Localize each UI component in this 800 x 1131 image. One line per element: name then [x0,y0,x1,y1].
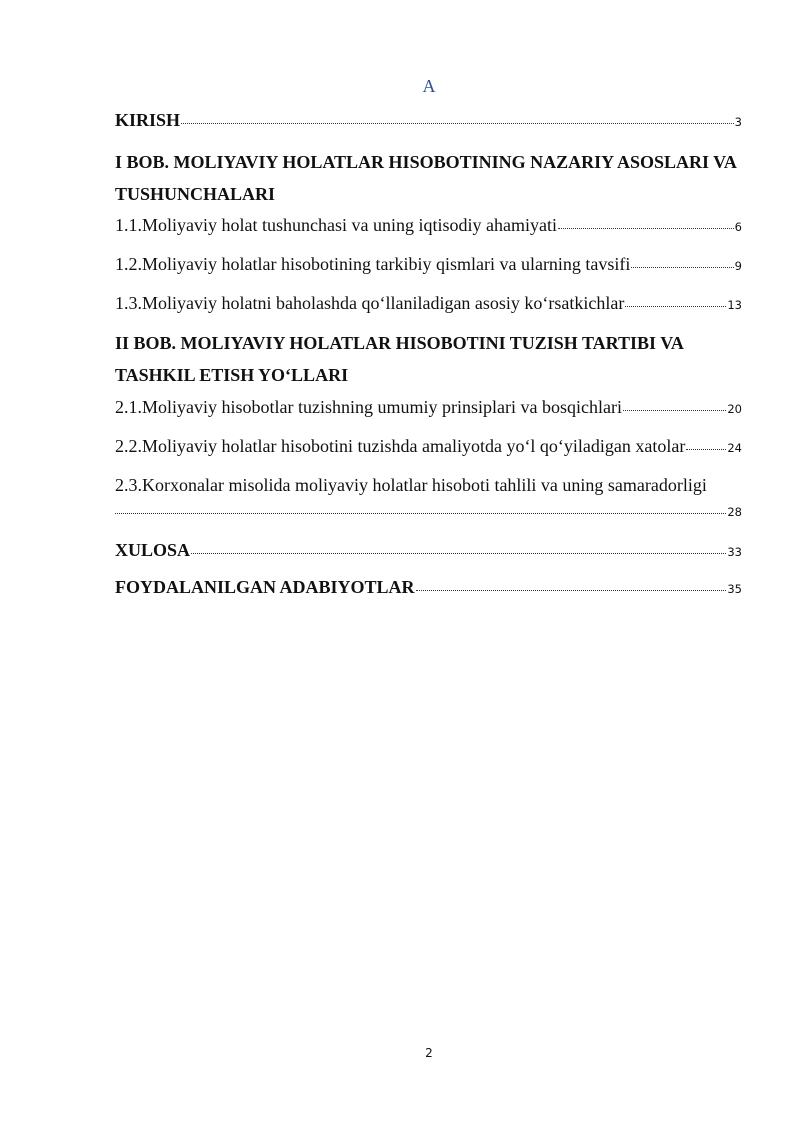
dot-leader [631,255,733,268]
toc-entry-kirish[interactable] [115,110,742,131]
dot-leader [191,541,726,554]
toc-entry-1-1[interactable] [115,215,742,236]
dot-leader [625,294,726,307]
toc-page-number: 6 [734,220,742,234]
toc-entry-label: XULOSA [115,540,191,560]
toc-entry-label: 1.1.Moliyaviy holat tushunchasi va uning iqtisodiy ahamiyati [115,215,557,235]
dot-leader [115,501,726,514]
chapter-2-title[interactable]: II BOB. MOLIYAVIY HOLATLAR HISOBOTINI TUZISH TARTIBI VA TASHKIL ETISH YO‘LLARI [115,333,683,385]
toc-entry-label: FOYDALANILGAN ADABIYOTLAR [115,577,415,597]
toc-entry-label: 2.2.Moliyaviy holatlar hisobotini tuzishda amaliyotda yo‘l qo‘yiladigan xatolar [115,436,686,456]
toc-entry-2-2[interactable] [115,436,742,457]
toc-entry-2-1[interactable] [115,397,742,418]
toc-entry-adabiyotlar[interactable] [115,577,742,598]
dot-leader [181,111,734,124]
toc-page-number: 28 [727,505,742,519]
toc-entry-1-2[interactable] [115,254,742,275]
toc-page-number: 33 [727,545,742,559]
chapter-1-title[interactable]: I BOB. MOLIYAVIY HOLATLAR HISOBOTINING NAZARIY ASOSLARI VA TUSHUNCHALARI [115,152,736,204]
toc-page-number: 9 [734,259,742,273]
toc-entry-2-3-label[interactable]: 2.3.Korxonalar misolida moliyaviy holatlar hisoboti tahlili va uning samaradorligi [115,475,707,495]
toc-page-number: 3 [734,115,742,129]
dot-leader [558,216,734,229]
toc-entry-label: KIRISH [115,110,181,130]
toc-page-number: 24 [727,441,742,455]
toc-entry-label: 1.2.Moliyaviy holatlar hisobotining tarkibiy qismlari va ularning tavsifi [115,254,631,274]
page-heading: A [422,76,436,96]
toc-entry-1-3[interactable] [115,293,742,314]
toc-entry-xulosa[interactable] [115,540,742,561]
page-number: 2 [425,1046,433,1060]
toc-page-number: 35 [727,582,742,596]
toc-entry-2-3[interactable] [115,503,742,519]
toc-page-number: 13 [727,298,742,312]
dot-leader [623,398,726,411]
dot-leader [686,437,726,450]
toc-entry-label: 2.1.Moliyaviy hisobotlar tuzishning umumiy prinsiplari va bosqichlari [115,397,622,417]
toc-page-number: 20 [727,402,742,416]
dot-leader [416,578,727,591]
toc-entry-label: 1.3.Moliyaviy holatni baholashda qo‘llaniladigan asosiy ko‘rsatkichlar [115,293,625,313]
